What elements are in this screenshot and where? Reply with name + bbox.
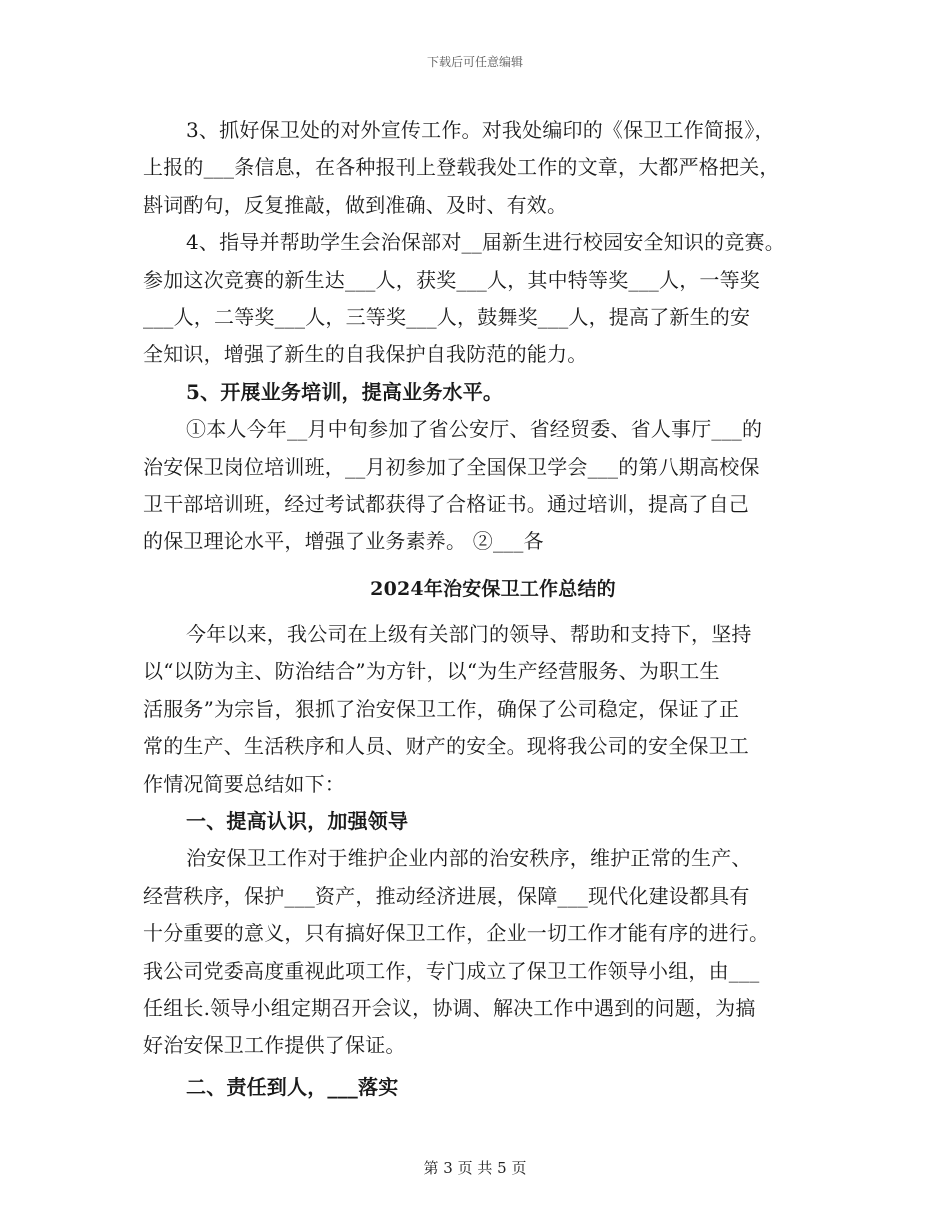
paragraph-line: 的保卫理论水平，增强了业务素养。 ②___各 — [143, 529, 544, 554]
paragraph-line: 全知识，增强了新生的自我保护自我防范的能力。 — [143, 342, 588, 367]
document-title: 2024年治安保卫工作总结的 — [370, 577, 616, 600]
page-number-footer: 第 3 页 共 5 页 — [423, 1159, 527, 1177]
paragraph-line: 我公司党委高度重视此项工作，专门成立了保卫工作领导小组，由___ — [143, 958, 760, 983]
section-heading: 5、开展业务培训，提高业务水平。 — [186, 379, 504, 404]
paragraph-line: ①本人今年__月中旬参加了省公安厅、省经贸委、省人事厅___的 — [186, 417, 763, 442]
paragraph-line: 斟词酌句，反复推敲，做到准确、及时、有效。 — [143, 192, 568, 217]
paragraph-line: 十分重要的意义，只有搞好保卫工作，企业一切工作才能有序的进行。 — [143, 921, 770, 946]
paragraph-line: 上报的___条信息，在各种报刊上登载我处工作的文章，大都严格把关， — [143, 155, 780, 180]
paragraph-line: 经营秩序，保护___资产，推动经济进展，保障___现代化建设都具有 — [143, 883, 750, 908]
paragraph-line: 以“以防为主、防治结合”为方针，以“为生产经营服务、为职工生 — [143, 659, 720, 684]
paragraph-line: 好治安保卫工作提供了保证。 — [143, 1033, 406, 1058]
paragraph-line: 治安保卫工作对于维护企业内部的治安秩序，维护正常的生产、 — [186, 846, 752, 871]
paragraph-line: 今年以来，我公司在上级有关部门的领导、帮助和支持下，坚持 — [186, 622, 752, 647]
paragraph-line: 作情况简要总结如下： — [143, 771, 345, 796]
paragraph-line: 活服务”为宗旨，狠抓了治安保卫工作，确保了公司稳定，保证了正 — [143, 696, 740, 721]
page-header-note: 下载后可任意编辑 — [426, 55, 523, 69]
section-heading: 一、提高认识，加强领导 — [186, 809, 409, 834]
paragraph-line: ___人，二等奖___人，三等奖___人，鼓舞奖___人，提高了新生的安 — [143, 304, 751, 329]
paragraph-line: 卫干部培训班，经过考试都获得了合格证书。通过培训，提高了自己 — [143, 491, 749, 516]
paragraph-line: 参加这次竞赛的新生达___人，获奖___人，其中特等奖___人，一等奖 — [143, 267, 760, 292]
document-body — [143, 112, 825, 1106]
paragraph-line: 3、抓好保卫处的对外宣传工作。对我处编印的《保卫工作简报》， — [186, 118, 775, 142]
paragraph-line: 常的生产、生活秩序和人员、财产的安全。现将我公司的安全保卫工 — [143, 734, 749, 759]
paragraph-line: 治安保卫岗位培训班，__月初参加了全国保卫学会___的第八期高校保 — [143, 454, 760, 479]
section-heading: 二、责任到人，___落实 — [186, 1074, 399, 1099]
paragraph-line: 任组长.领导小组定期召开会议，协调、解决工作中遇到的问题，为搞 — [143, 995, 756, 1020]
paragraph-line: 4、指导并帮助学生会治保部对__届新生进行校园安全知识的竞赛。 — [186, 230, 785, 255]
